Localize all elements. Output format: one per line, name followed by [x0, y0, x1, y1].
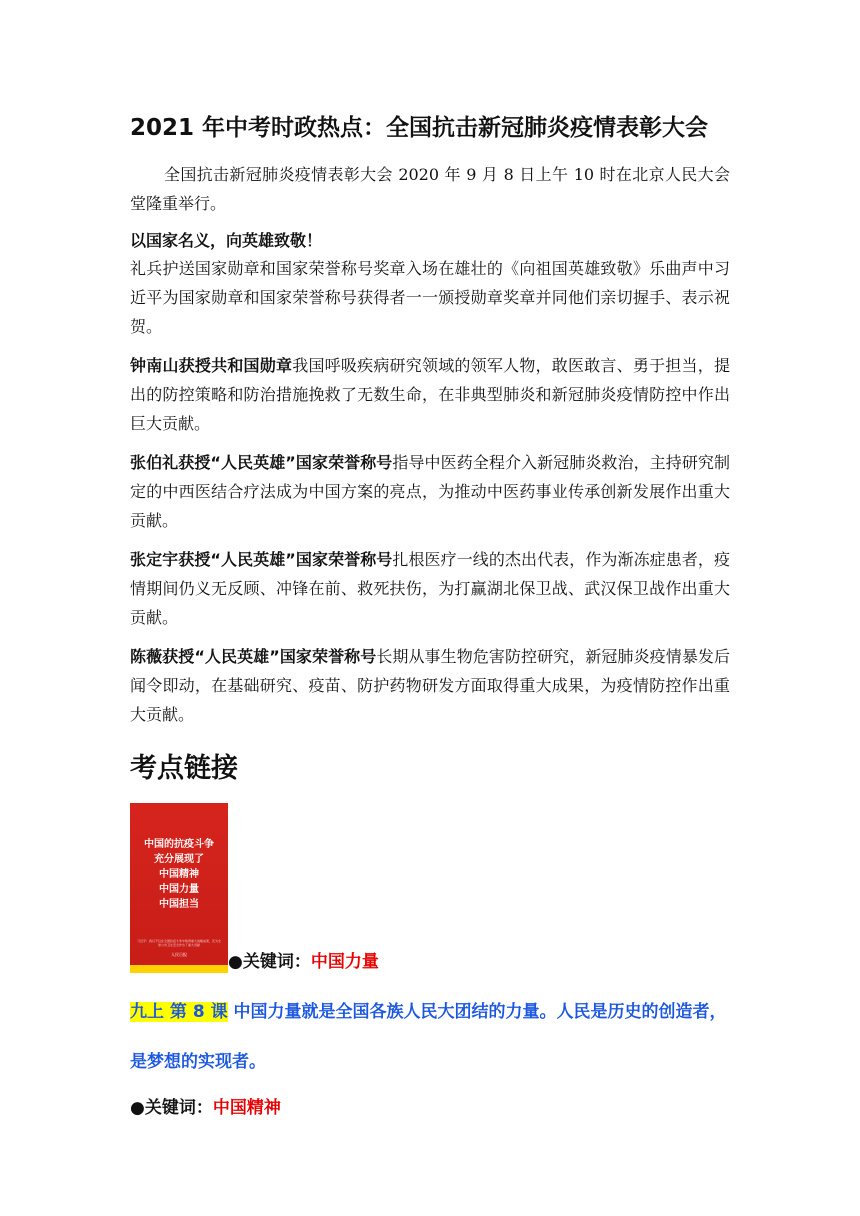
honoree-paragraph — [130, 545, 730, 632]
intro-paragraph: 全国抗击新冠肺炎疫情表彰大会 2020 年 9 月 8 日上午 10 时在北京人民大会堂隆重举行。 — [130, 165, 730, 213]
poster-image — [130, 803, 228, 973]
poster-text — [130, 837, 228, 912]
lesson-tag: 九上 第 8 课 — [130, 1002, 228, 1022]
poster-logo: 人民日报 — [171, 952, 187, 957]
poster-line: 中国的抗疫斗争 — [144, 839, 214, 850]
poster-line: 中国力量 — [159, 884, 199, 895]
honoree-paragraph — [130, 642, 730, 729]
keyword-line — [130, 1095, 730, 1121]
poster-line: 中国担当 — [159, 899, 199, 910]
honoree-lead: 张定宇获授“人民英雄”国家荣誉称号 — [130, 550, 393, 569]
honoree-text: 指导中医药全程介入新冠肺炎救治，主持研究制定的中西医结合疗法成为中国方案的亮点，为推动中医药事业传承创新发展作出重大贡献。 — [130, 453, 730, 530]
honoree-text: 长期从事生物危害防控研究，新冠肺炎疫情暴发后闻令即动，在基础研究、疫苗、防护药物研发方面取得重大成果，为疫情防控作出重大贡献。 — [130, 647, 730, 724]
keyword-label: ●关键词： — [228, 952, 311, 972]
poster-caption: 习近平：我们不仅在全国抗疫斗争中取得重大战略成果，还为全球公共卫生安全作出了重大贡献 — [136, 939, 221, 947]
document-page — [130, 110, 730, 1121]
exam-link-heading: 考点链接 — [130, 753, 238, 784]
salute-body: 礼兵护送国家勋章和国家荣誉称号奖章入场在雄壮的《向祖国英雄致敬》乐曲声中习近平为国家勋章和国家荣誉称号获得者一一颁授勋章奖章并同他们亲切握手、表示祝贺。 — [130, 259, 730, 336]
lesson-text: 中国力量就是全国各族人民大团结的力量。人民是历史的创造者，是梦想的实现者。 — [130, 1002, 727, 1072]
honoree-text: 扎根医疗一线的杰出代表，作为渐冻症患者，疫情期间仍义无反顾、冲锋在前、救死扶伤，为打赢湖北保卫战、武汉保卫战作出重大贡献。 — [130, 550, 730, 627]
keyword-value: 中国力量 — [310, 952, 379, 972]
honoree-lead: 陈薇获授“人民英雄”国家荣誉称号 — [130, 647, 377, 666]
keyword-label: ●关键词： — [130, 1098, 213, 1118]
poster-row — [130, 803, 730, 973]
honoree-lead: 张伯礼获授“人民英雄”国家荣誉称号 — [130, 453, 393, 472]
honoree-paragraph — [130, 448, 730, 535]
keyword-value: 中国精神 — [212, 1098, 281, 1118]
honoree-text: 我国呼吸疾病研究领域的领军人物，敢医敢言、勇于担当，提出的防控策略和防治措施挽救了无数生命，在非典型肺炎和新冠肺炎疫情防控中作出巨大贡献。 — [130, 356, 730, 433]
honoree-paragraph — [130, 351, 730, 438]
document-title: 2021 年中考时政热点：全国抗击新冠肺炎疫情表彰大会 — [130, 115, 709, 141]
keyword-line — [228, 951, 379, 973]
section-salute — [130, 228, 730, 341]
poster-line: 中国精神 — [159, 869, 199, 880]
poster-line: 充分展现了 — [154, 854, 204, 865]
salute-heading: 以国家名义，向英雄致敬！ — [130, 231, 323, 250]
textbook-link — [130, 987, 730, 1087]
honoree-lead: 钟南山获授共和国勋章 — [130, 356, 293, 375]
